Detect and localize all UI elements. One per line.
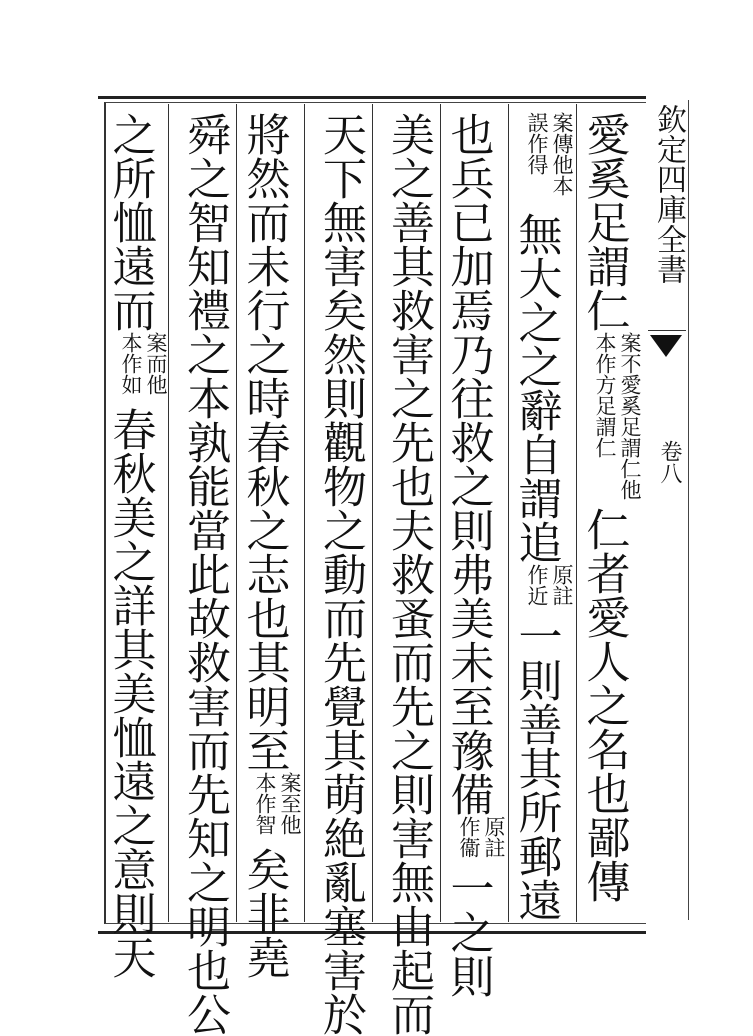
text-column-6: [238, 112, 302, 979]
main-text: 天下無害矣然則觀物之動而先覺其萌絶亂塞害於: [315, 112, 366, 1036]
annotation-note: 案而他本作如: [119, 332, 168, 395]
text-column-2: [510, 112, 574, 922]
main-text: 一則善其所郵遠: [510, 614, 562, 922]
main-text: 無大之之辭自謂追: [510, 212, 562, 564]
annotation-note: 案至他本作智: [253, 772, 302, 835]
main-text: 將然而未行之時春秋之志也其明至: [238, 112, 290, 772]
annotation-note: 原註作近: [525, 564, 574, 606]
annotation-note: 原註作衞: [457, 816, 506, 858]
main-text: 矣非堯: [238, 847, 290, 979]
text-column-3: [442, 112, 506, 998]
main-text: 美之善其救害之先也夫救蚤而先之則害無由起而: [383, 112, 434, 1036]
main-text: 愛奚足謂仁: [578, 112, 630, 332]
main-text: 之所恤遠而: [104, 112, 156, 332]
column-rule: [372, 104, 373, 922]
main-text: 也兵已加焉乃往救之則弗美未至豫備: [442, 112, 494, 816]
text-column-7: [174, 112, 234, 1036]
annotation-note: 案傳他本誤作得: [525, 112, 574, 196]
column-rule: [304, 104, 305, 922]
fishtail-mark: [650, 335, 682, 357]
column-rule: [168, 104, 169, 922]
book-title: 欽定四庫全書: [651, 104, 686, 284]
main-text: 春秋美之詳其美恤遠之意則天: [104, 407, 156, 979]
fishtail-line: [648, 330, 686, 331]
annotation-note: 案不愛奚足謂仁他本作方足謂仁: [593, 332, 642, 500]
main-text: 一之則: [442, 866, 494, 998]
main-text: 仁者愛人之名也鄙傳: [578, 507, 630, 903]
text-column-5: [310, 112, 370, 1036]
juan-number: 卷八: [657, 440, 682, 484]
text-column-4: [378, 112, 438, 1036]
main-text: 舜之智知禮之本孰能當此故救害而先知之明也公: [179, 112, 230, 1036]
text-column-1: [578, 112, 642, 912]
text-column-8: [104, 112, 168, 979]
